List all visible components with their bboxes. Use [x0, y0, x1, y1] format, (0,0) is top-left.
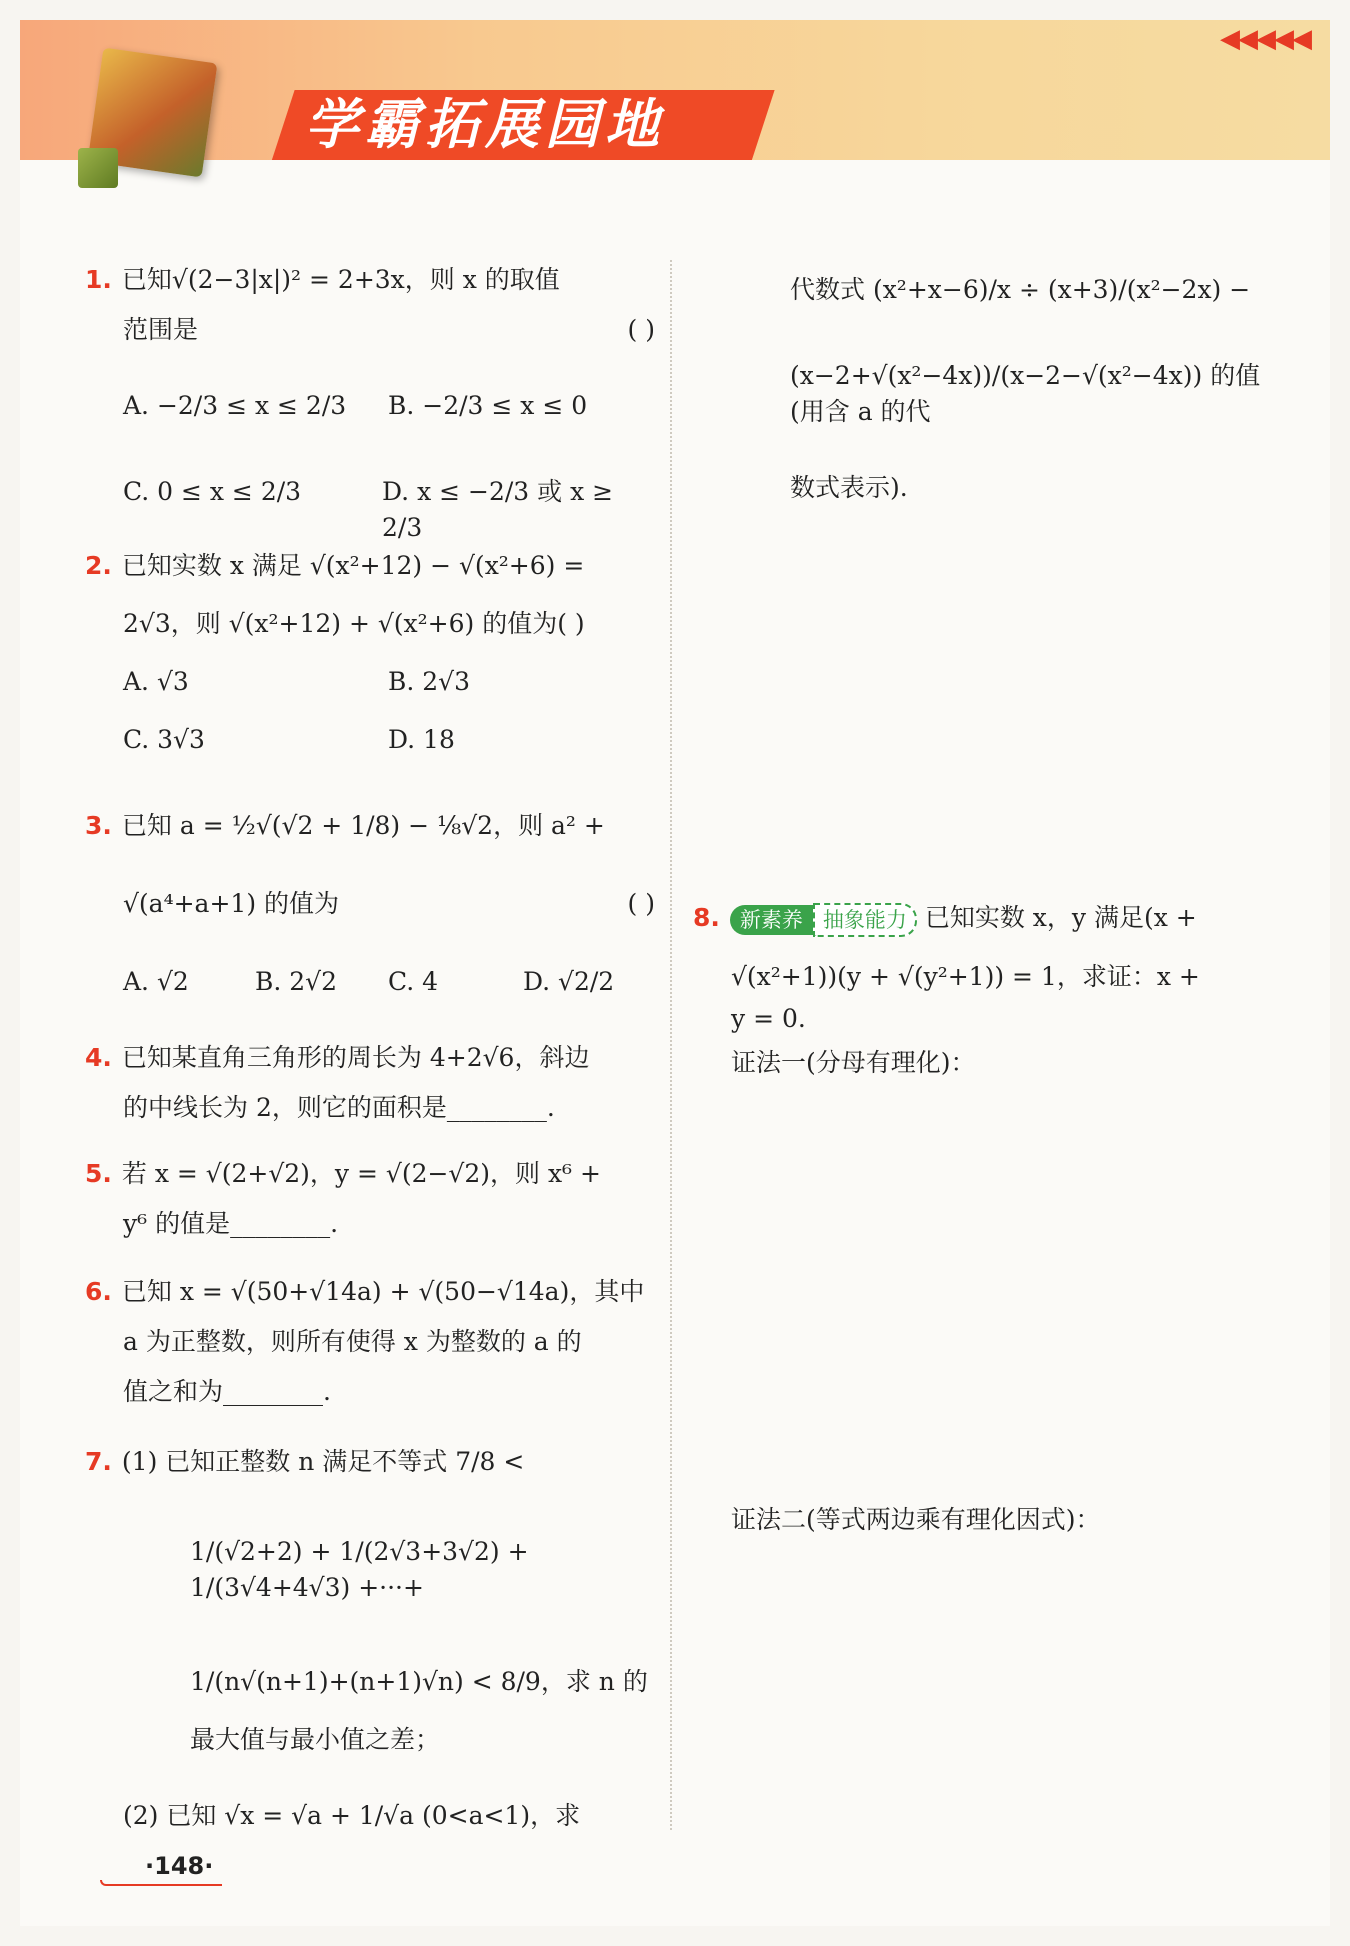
- question-stem: 已知某直角三角形的周长为 4+2√6，斜边: [121, 1043, 590, 1072]
- question-7-continued: [790, 272, 1290, 506]
- option-d: D. x ≤ −2/3 或 x ≥ 2/3: [382, 477, 614, 542]
- small-cube-icon: [78, 148, 118, 188]
- question-stem: (x−2+√(x²−4x))/(x−2−√(x²−4x)) 的值(用含 a 的代: [790, 361, 1261, 426]
- column-divider: [670, 260, 672, 1830]
- ability-badge: 抽象能力: [813, 903, 917, 937]
- option-c: C. 3√3: [123, 725, 205, 754]
- question-5: [85, 1156, 655, 1242]
- question-stem: 数式表示).: [790, 473, 908, 502]
- question-number: 4.: [85, 1043, 112, 1072]
- option-b: B. 2√3: [388, 667, 471, 696]
- answer-paren: ( ): [627, 315, 655, 344]
- option-c: C. 0 ≤ x ≤ 2/3: [123, 477, 302, 506]
- header-banner: [20, 20, 1330, 160]
- question-4: [85, 1040, 655, 1126]
- question-stem: √(a⁴+a+1) 的值为: [123, 889, 340, 918]
- question-3: [85, 808, 655, 1000]
- question-stem: 2√3，则 √(x²+12) + √(x²+6) 的值为( ): [123, 609, 585, 638]
- question-stem: 的中线长为 2，则它的面积是________.: [123, 1093, 555, 1122]
- question-stem: a 为正整数，则所有使得 x 为整数的 a 的: [123, 1327, 582, 1356]
- question-number: 6.: [85, 1277, 112, 1306]
- question-stem: 1/(n√(n+1)+(n+1)√n) < 8/9，求 n 的: [190, 1667, 648, 1696]
- question-stem: √(x²+1))(y + √(y²+1)) = 1，求证：x +: [731, 961, 1200, 991]
- literacy-badge: 新素养: [730, 905, 813, 935]
- question-number: 3.: [85, 811, 112, 840]
- question-stem: (1) 已知正整数 n 满足不等式 7/8 <: [121, 1447, 525, 1476]
- question-stem: 若 x = √(2+√2)，y = √(2−√2)，则 x⁶ +: [121, 1159, 601, 1188]
- option-c: C. 4: [388, 967, 439, 996]
- page-number: ·148·: [145, 1852, 214, 1880]
- question-stem: 已知实数 x，y 满足(x +: [924, 903, 1197, 932]
- question-stem: 已知 x = √(50+√14a) + √(50−√14a)，其中: [121, 1277, 645, 1306]
- question-stem: 范围是: [123, 315, 199, 344]
- section-title: 学霸拓展园地: [305, 93, 665, 156]
- option-d: D. 18: [388, 725, 455, 754]
- question-number: 2.: [85, 551, 112, 580]
- page-number-underline: [100, 1880, 222, 1886]
- question-8: [693, 900, 1293, 1081]
- proof-method-1: 证法一(分母有理化)：: [731, 1047, 976, 1077]
- question-number: 8.: [693, 903, 720, 932]
- question-stem: (2) 已知 √x = √a + 1/√a (0<a<1)，求: [123, 1801, 581, 1830]
- question-stem: 已知√(2−3|x|)² = 2+3x，则 x 的取值: [121, 265, 560, 294]
- question-number: 7.: [85, 1447, 112, 1476]
- question-7: [85, 1444, 655, 1834]
- question-stem: y⁶ 的值是________.: [123, 1209, 339, 1238]
- answer-paren: ( ): [627, 889, 655, 918]
- option-a: A. √3: [123, 667, 189, 696]
- question-stem: 已知 a = ½√(√2 + 1/8) − ⅛√2，则 a² +: [121, 811, 605, 840]
- question-1: [85, 262, 655, 546]
- arrow-decoration-icon: ◀◀◀◀◀: [1220, 24, 1310, 54]
- question-stem: y = 0.: [731, 1003, 806, 1033]
- option-b: B. −2/3 ≤ x ≤ 0: [388, 391, 588, 420]
- question-2: [85, 548, 655, 758]
- option-b: B. 2√2: [255, 967, 338, 996]
- question-stem: 最大值与最小值之差；: [190, 1725, 441, 1754]
- question-number: 5.: [85, 1159, 112, 1188]
- option-d: D. √2/2: [523, 967, 615, 996]
- question-stem: 代数式 (x²+x−6)/x ÷ (x+3)/(x²−2x) −: [790, 275, 1251, 304]
- question-stem: 值之和为________.: [123, 1377, 331, 1406]
- option-a: A. −2/3 ≤ x ≤ 2/3: [123, 391, 347, 420]
- question-stem: 1/(√2+2) + 1/(2√3+3√2) + 1/(3√4+4√3) +···+: [190, 1537, 529, 1602]
- question-stem: 已知实数 x 满足 √(x²+12) − √(x²+6) =: [121, 551, 585, 580]
- question-number: 1.: [85, 265, 112, 294]
- proof-method-2: 证法二(等式两边乘有理化因式)：: [731, 1505, 1101, 1534]
- option-a: A. √2: [123, 967, 189, 996]
- question-6: [85, 1274, 655, 1410]
